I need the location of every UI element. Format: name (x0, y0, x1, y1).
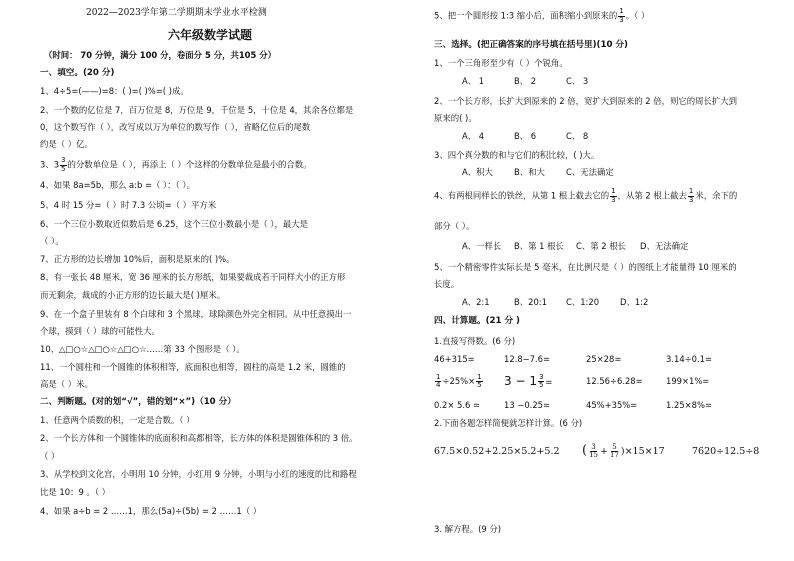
choice-5-line-1: 5、一个精密零件实际长是 5 毫米，在比例尺是（ ）的图纸上才能量得 10 厘米的 (434, 262, 737, 272)
question-2-line-3: 约是（ ）亿。 (40, 139, 93, 149)
calc-row-1-c: 25×28= (586, 354, 622, 364)
question-3: 3、3 $\frac{3}{5}$ 的分数单位是（ ），再添上（ ）个这样的分数单位是最小的合数。 (40, 156, 312, 173)
calc-row-2-b: 3 − 1 $\frac{3}{5}$ = (504, 372, 553, 389)
fraction: $\frac{3}{5}$ (538, 372, 544, 389)
choice-2-line-2: 原来的( )。 (434, 113, 477, 123)
judge-4: 4、如果 a÷b = 2 ……1，那么(5a)÷(5b) = 2 ……1（ ） (40, 506, 262, 516)
choice-5-option-a: A、2:1 (462, 297, 490, 307)
choice-2-option-c: C、 8 (566, 131, 589, 141)
calc-row-2-d: 199×1%= (666, 376, 710, 386)
calc-row-3-b: 13 −0.25= (504, 400, 551, 410)
question-9-line-1: 9、在一个盒子里装有 8 个白球和 3 个黑球，球除颜色外完全相同。从中任意摸出一 (40, 309, 352, 319)
choice-3-option-a: A、积大 (462, 167, 493, 177)
page-title: 六年级数学试题 (168, 28, 253, 42)
choice-2-option-a: A、 4 (462, 131, 485, 141)
choice-2-option-b: B、 6 (514, 131, 537, 141)
choice-5-option-c: C、1:20 (566, 297, 600, 307)
section-choice: 三、选择。(把正确答案的序号填在括号里)(10 分) (434, 40, 628, 50)
question-10: 10、△□○☆△□○☆△□○☆……第 33 个图形是（ ）。 (40, 344, 245, 354)
calc-row-1-a: 46+315= (434, 354, 475, 364)
judge-2-line-1: 2、一个长方体和一个圆锥体的底面积和高都相等，长方体的体积是圆锥体积的 3 倍。 (40, 433, 358, 443)
choice-4-option-c: C、第 2 根长 (576, 241, 627, 251)
simplify-expr-1: 67.5×0.52+2.25×5.2+5.2 (434, 446, 560, 457)
choice-5-option-d: D、1:2 (620, 297, 649, 307)
choice-4-option-b: B、第 1 根长 (514, 241, 564, 251)
question-1: 1、4÷5=(——)=8：( )=( )%=( )成。 (40, 86, 189, 96)
choice-4-option-d: D、无法确定 (640, 241, 689, 251)
choice-5-option-b: B、20:1 (514, 297, 547, 307)
choice-1-option-a: A、 1 (462, 76, 485, 86)
calc-part-1: 1.直接写得数。(6 分) (434, 336, 516, 346)
choice-3: 3、四个真分数的和与它们的积比较，( )大。 (434, 150, 600, 160)
question-4: 4、如果 8a=5b，那么 a:b =（ ）：（ ）。 (40, 180, 195, 190)
choice-4-option-a: A、一样长 (462, 241, 502, 251)
choice-3-option-b: B、和大 (514, 167, 545, 177)
question-6-line-2: （ ）。 (40, 236, 64, 246)
calc-part-3: 3. 解方程。(9 分) (434, 524, 502, 534)
calc-row-2-a: $\frac{1}{4}$ ÷25%× $\frac{1}{5}$ (436, 372, 482, 389)
question-7: 7、正方形的边长增加 10%后，面积是原来的( )%。 (40, 254, 235, 264)
calc-row-2-c: 12.56÷6.28= (586, 376, 643, 386)
section-fill-blank: 一、填空。(20 分) (40, 68, 115, 78)
simplify-expr-2: ( $\frac{3}{15}$ + $\frac{5}{17}$ )×15×17 (582, 442, 665, 459)
choice-1: 1、一个三角形至少有（ ）个锐角。 (434, 58, 568, 68)
fraction: $\frac{1}{3}$ (611, 187, 616, 204)
choice-2-line-1: 2、一个长方形，长扩大到原来的 2 倍，宽扩大到原来的 2 倍，则它的周长扩大到 (434, 96, 738, 106)
fraction: $\frac{3}{5}$ (61, 156, 66, 173)
question-11-line-2: 高是（ ）米。 (40, 379, 93, 389)
question-2-line-1: 2、一个数的亿位是 7，百万位是 8，万位是 9，千位是 5，十位是 4，其余各位都是 (40, 105, 354, 115)
section-calculation: 四、计算题。(21 分 ) (434, 316, 520, 326)
section-true-false: 二、判断题。(对的划“√”，错的划“×”)（10 分） (40, 397, 236, 407)
question-9-line-2: 个球，摸到（ ）球的可能性大。 (40, 326, 160, 336)
question-11-line-1: 11、一个圆柱和一个圆锥的体积相等，底面积也相等，圆柱的高是 1.2 米，圆锥的 (40, 362, 346, 372)
fraction: $\frac{5}{17}$ (609, 442, 619, 459)
judge-1: 1、任意两个质数的积，一定是合数。（ ） (40, 415, 195, 425)
calc-row-3-a: 0.2× 5.6 = (434, 400, 480, 410)
judge-5: 5、把一个圆形按 1:3 缩小后，面积缩小到原来的 $\frac{1}{3}$ 。（ ） (434, 7, 650, 24)
choice-4-line-1: 4、有两根同样长的铁丝，从第 1 根上截去它的 $\frac{1}{3}$ ，从第 2 根上截去 $\frac{1}{3}$ 米，余下的 (434, 187, 738, 204)
fraction: $\frac{3}{15}$ (589, 442, 598, 459)
judge-2-line-2: （ ） (40, 451, 60, 461)
choice-4-line-2: 部分（ ）。 (434, 221, 475, 231)
calc-row-3-d: 1.25×8%= (666, 400, 712, 410)
judge-3-line-2: 比是 10：9 。（ ） (40, 487, 111, 497)
calc-row-1-b: 12.8−7.6= (504, 354, 551, 364)
fraction: $\frac{1}{3}$ (688, 187, 694, 204)
choice-5-line-2: 长度。 (434, 279, 460, 289)
question-6-line-1: 6、一个三位小数取近似数后是 6.25，这个三位小数最小是（ ），最大是 (40, 219, 308, 229)
question-8-line-1: 8、有一张长 48 厘米，宽 36 厘米的长方形纸，如果要裁成若干同样大小的正方形 (40, 272, 346, 282)
calc-row-3-c: 45%+35%= (586, 400, 638, 410)
choice-1-option-b: B、 2 (514, 76, 537, 86)
question-8-line-2: 而无剩余，裁成的小正方形的边长最大是( )厘米。 (40, 290, 226, 300)
simplify-expr-3: 7620÷12.5÷8 (692, 446, 760, 457)
calc-row-1-d: 3.14÷0.1= (666, 354, 713, 364)
fraction: $\frac{1}{4}$ (436, 372, 441, 389)
question-2-line-2: 0，这个数写作（ ），改写成以万为单位的数写作（ ），省略亿位后的尾数 (40, 122, 311, 132)
judge-3-line-1: 3、从学校到文化宫，小明用 10 分钟，小红用 9 分钟，小明与小红的速度的比和路程 (40, 469, 357, 479)
choice-3-option-c: C、无法确定 (566, 167, 614, 177)
question-5: 5、4 时 15 分=（ ）时 7.3 公顷=（ ）平方米 (40, 200, 217, 210)
calc-part-2: 2.下面各题怎样简便就怎样计算。(6 分) (434, 418, 583, 428)
exam-info: （时间： 70 分钟，满分 100 分，卷面分 5 分，共105 分） (44, 50, 276, 60)
fraction: $\frac{1}{5}$ (477, 372, 482, 389)
choice-1-option-c: C、 3 (566, 76, 589, 86)
fraction: $\frac{1}{3}$ (619, 7, 624, 24)
exam-year: 2022—2023学年第二学期期末学业水平检测 (86, 8, 267, 18)
